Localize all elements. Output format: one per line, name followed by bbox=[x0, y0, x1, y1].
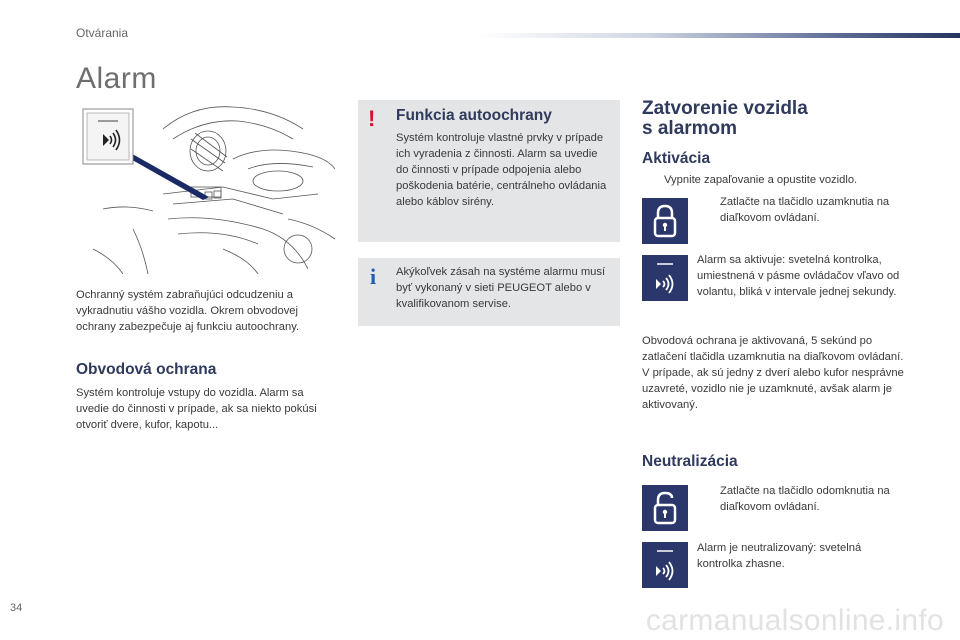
activation-heading: Aktivácia bbox=[642, 150, 711, 167]
neutralization-step-1-text: Zatlačte na tlačidlo odomknutia na diaľkovom ovládaní. bbox=[720, 485, 890, 513]
activation-step-2 bbox=[698, 194, 908, 226]
lock-with-alarm-heading bbox=[642, 99, 808, 139]
heading-line-1: Zatvorenie vozidla bbox=[642, 98, 808, 119]
alarm-indicator-icon bbox=[642, 542, 688, 588]
alarm-indicator-icon bbox=[642, 255, 688, 301]
dashboard-drawing bbox=[73, 99, 335, 274]
lock-closed-icon bbox=[642, 198, 688, 244]
dashboard-illustration bbox=[73, 99, 335, 274]
activation-step-1-text: Vypnite zapaľovanie a opustite vozidlo. bbox=[664, 174, 858, 186]
page-number: 34 bbox=[10, 602, 23, 614]
anti-tamper-heading: Funkcia autoochrany bbox=[396, 107, 552, 124]
neutralization-step-1 bbox=[698, 483, 908, 515]
intro-text: Ochranný systém zabraňujúci odcudzeniu a vykradnutiu vášho vozidla. Okrem obvodovej ochrany zabezpečuje aj funkciu autoochrany. bbox=[76, 289, 300, 333]
info-text: Akýkoľvek zásah na systéme alarmu musí byť vykonaný v sieti PEUGEOT alebo v kvalifikovanom servise. bbox=[396, 266, 606, 310]
neutralization-heading: Neutralizácia bbox=[642, 453, 738, 470]
page-title: Alarm bbox=[76, 62, 157, 95]
activation-paragraph: Obvodová ochrana je aktivovaná, 5 sekúnd po zatlačení tlačidla uzamknutia na diaľkovom ovládaní. V prípade, ak sú jedny z dverí alebo kufor nesprávne uzavreté, vozidlo nie je uzamknuté, avšak alarm je aktivovaný. bbox=[642, 335, 904, 411]
info-box bbox=[358, 258, 620, 326]
perimeter-text: Systém kontroluje vstupy do vozidla. Alarm sa uvedie do činnosti v prípade, ak sa niekto pokúsi otvoriť dvere, kufor, kapotu... bbox=[76, 387, 317, 431]
warning-exclamation-icon: ! bbox=[368, 106, 376, 131]
anti-tamper-box bbox=[358, 100, 620, 242]
anti-tamper-text: Systém kontroluje vlastné prvky v prípade ich vyradenia z činnosti. Alarm sa uvedie do činnosti v prípade odpojenia alebo poškodenia batérie, centrálneho ovládania alebo káblov sirény. bbox=[396, 132, 607, 208]
watermark: carmanualsonline.info bbox=[645, 604, 944, 637]
activation-indicator-text: Alarm sa aktivuje: svetelná kontrolka, umiestnená v pásme ovládačov vľavo od volantu, bliká v intervale jednej sekundy. bbox=[697, 254, 900, 298]
activation-step-2-text: Zatlačte na tlačidlo uzamknutia na diaľkovom ovládaní. bbox=[720, 196, 890, 224]
perimeter-heading: Obvodová ochrana bbox=[76, 361, 217, 378]
info-icon: i bbox=[370, 264, 377, 289]
activation-step-1 bbox=[642, 172, 912, 188]
header-rule bbox=[480, 33, 960, 38]
lock-open-icon bbox=[642, 485, 688, 531]
section-header: Otvárania bbox=[76, 26, 129, 40]
heading-line-2: s alarmom bbox=[642, 118, 738, 139]
neutralization-indicator-text: Alarm je neutralizovaný: svetelná kontrolka zhasne. bbox=[697, 542, 862, 570]
